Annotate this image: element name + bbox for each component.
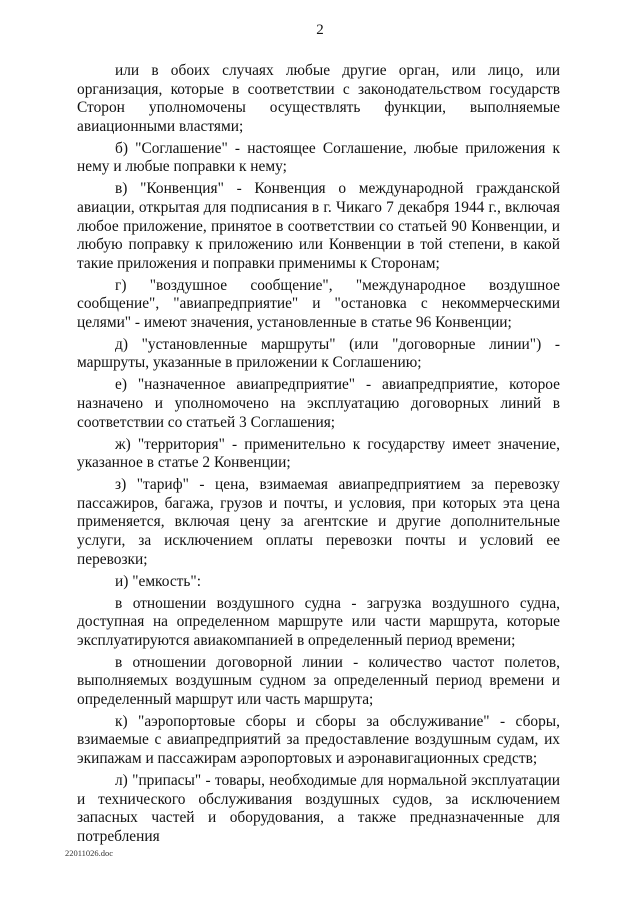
paragraph-convention: в) "Конвенция" - Конвенция о международной гражданской авиации, открытая для подписания в г. Чикаго 7 декабря 1944 г., включая любое приложение, принятое в соответствии со статьей 90 Конвенции, и любую поправку к приложению или Конвенции в той степени, в какой такие приложения и поправки применимы к Сторонам; xyxy=(77,180,560,272)
paragraph-authorities: или в обоих случаях любые другие орган, или лицо, или организация, которые в соответствии с законодательством государств Сторон уполномочены осуществлять функции, выполняемые авиационными властями; xyxy=(77,62,560,135)
paragraph-territory: ж) "территория" - применительно к государству имеет значение, указанное в статье 2 Конвенции; xyxy=(77,435,560,472)
file-name-footer: 22011026.doc xyxy=(65,848,114,858)
paragraph-capacity-aircraft: в отношении воздушного судна - загрузка воздушного судна, доступная на определенном маршруте или части маршрута, которые эксплуатируются авиакомпанией в определенный период времени; xyxy=(77,594,560,649)
document-body xyxy=(77,62,560,850)
paragraph-agreement: б) "Соглашение" - настоящее Соглашение, любые приложения к нему и любые поправки к нему; xyxy=(77,139,560,176)
paragraph-designated-airline: е) "назначенное авиапредприятие" - авиапредприятие, которое назначено и уполномочено на эксплуатацию договорных линий в соответствии со статьей 3 Соглашения; xyxy=(77,376,560,431)
paragraph-stores: л) "припасы" - товары, необходимые для нормальной эксплуатации и технического обслуживания воздушных судов, за исключением запасных частей и оборудования, а также предназначенные для потребления xyxy=(77,772,560,845)
paragraph-airport-charges: к) "аэропортовые сборы и сборы за обслуживание" - сборы, взимаемые с авиапредприятий за предоставление воздушным судам, их экипажам и пассажирам аэропортовых и аэронавигационных средств; xyxy=(77,712,560,768)
paragraph-routes: д) "установленные маршруты" (или "договорные линии") - маршруты, указанные в приложении к Соглашению; xyxy=(77,335,560,372)
paragraph-capacity-route: в отношении договорной линии - количество частот полетов, выполняемых воздушным судном за определенный период времени и определенный маршрут или часть маршрута; xyxy=(77,653,560,708)
paragraph-tariff: з) "тариф" - цена, взимаемая авиапредприятием за перевозку пассажиров, багажа, грузов и почты, и условия, при которых эта цена применяется, включая цену за агентские и другие дополнительные услуги, за исключением оплаты перевозки почты и условий ее перевозки; xyxy=(77,476,560,568)
paragraph-air-service: г) "воздушное сообщение", "международное воздушное сообщение", "авиапредприятие" и "остановка с некоммерческими целями" - имеют значения, установленные в статье 96 Конвенции; xyxy=(77,276,560,331)
paragraph-capacity: и) "емкость": xyxy=(115,572,201,590)
page-number: 2 xyxy=(316,22,324,38)
